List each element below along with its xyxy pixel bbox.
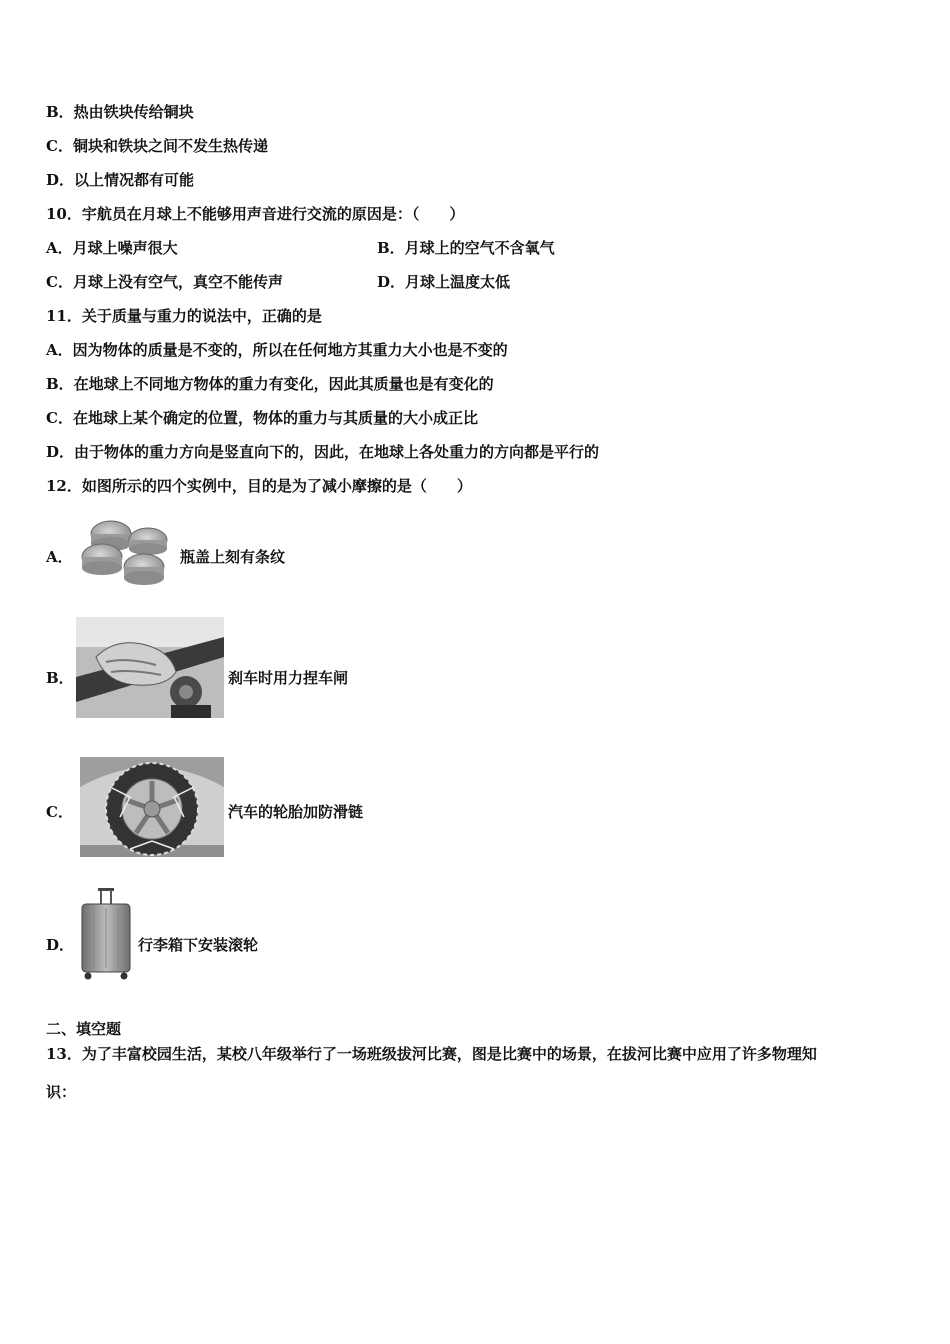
q13-stem-line2: 识：: [46, 1083, 77, 1101]
q10-stem: 10．宇航员在月球上不能够用声音进行交流的原因是：（ ）: [46, 205, 465, 223]
suitcase-photo-icon: [78, 888, 134, 980]
q9-option-b: B．热由铁块传给铜块: [46, 103, 194, 121]
q11-option-c: C．在地球上某个确定的位置，物体的重力与其质量的大小成正比: [46, 409, 478, 427]
q12-stem: 12．如图所示的四个实例中，目的是为了减小摩擦的是（ ）: [46, 477, 472, 495]
bottle-caps-photo-icon: [76, 512, 176, 592]
q10-option-c: C．月球上没有空气，真空不能传声: [46, 273, 283, 291]
q11-option-a: A．因为物体的质量是不变的，所以在任何地方其重力大小也是不变的: [46, 341, 508, 359]
q12-option-b-letter: B．: [46, 669, 74, 687]
q9-option-c: C．铜块和铁块之间不发生热传递: [46, 137, 268, 155]
tire-chain-photo-icon: [80, 757, 224, 857]
q13-stem-line1: 13．为了丰富校园生活，某校八年级举行了一场班级拔河比赛，图是比赛中的场景，在拔河比赛中应用了许多物理知: [46, 1045, 817, 1063]
section-heading: 二、填空题: [46, 1020, 122, 1038]
bike-brake-photo-icon: [76, 617, 224, 718]
q12-option-b-caption: 刹车时用力捏车闸: [228, 669, 349, 687]
q10-option-d: D．月球上温度太低: [377, 273, 511, 291]
q12-option-d-letter: D．: [46, 936, 75, 954]
q10-option-b: B．月球上的空气不含氧气: [377, 239, 555, 257]
q11-option-d: D．由于物体的重力方向是竖直向下的，因此，在地球上各处重力的方向都是平行的: [46, 443, 600, 461]
q10-option-a: A．月球上噪声很大: [46, 239, 178, 257]
q12-option-a-letter: A．: [46, 548, 73, 566]
q12-option-a-caption: 瓶盖上刻有条纹: [180, 548, 286, 566]
q11-option-b: B．在地球上不同地方物体的重力有变化，因此其质量也是有变化的: [46, 375, 494, 393]
q9-option-d: D．以上情况都有可能: [46, 171, 195, 189]
q12-option-c-letter: C．: [46, 803, 73, 821]
q11-stem: 11．关于质量与重力的说法中，正确的是: [46, 307, 322, 325]
q12-option-c-caption: 汽车的轮胎加防滑链: [228, 803, 364, 821]
q12-option-d-caption: 行李箱下安装滚轮: [138, 936, 259, 954]
